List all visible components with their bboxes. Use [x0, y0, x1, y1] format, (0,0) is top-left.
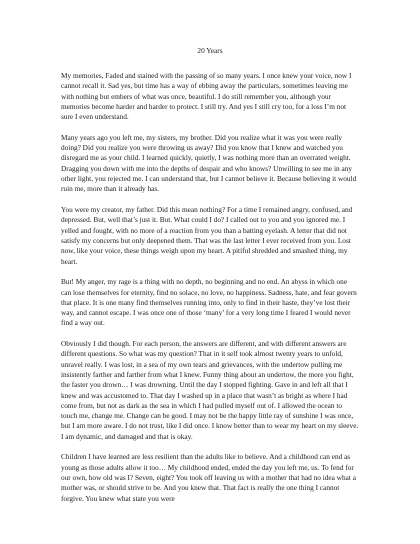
- paragraph-3: You were my creator, my father. Did this mean nothing? For a time I remained angry, confused, and depressed. But, well that’s just it. But. What could I do? I called out to you and you ignored me. I yelled and fought, with no more of a reaction from you than a batting eyelash. A letter that did not satisfy my concerns but only deepened them. That was the last letter I ever received from you. Lost now, like your voice, these things weigh upon my heart. A pitiful shredded and smashed thing, my heart.: [61, 205, 353, 266]
- paragraph-6: Children I have learned are less resilient than the adults like to believe. And a childhood can end as young as those adults allow it too… My childhood ended, ended the day you left me, us. To fend for our own, how old was I? Seven, eight? You took off leaving us with a mother that had no idea what a mother was, or should strive to be. And you knew that. That fact is really the one thing I cannot forgive. You knew what state you were: [61, 452, 356, 503]
- paragraph-4: But! My anger, my rage is a thing with no depth, no beginning and no end. An abyss in which one can lose themselves for eternity, find no solace, no love, no happiness. Sadness, hate, and fear govern that place. It is one many find themselves running into, only to find in their haste, they’ve lost their way, and cannot escape. I was once one of those ‘many’ for a very long time I feared I would never find a way out.: [61, 277, 357, 328]
- paragraph-2: Many years ago you left me, my sisters, my brother. Did you realize what it was you were really doing? Did you realize you were throwing us away? Did you know that I knew and watched you disregard me as your child. I learned quickly, quietly, I was nothing more than an overrated weight. Dragging you down with me into the depths of despair and who knows? Unwilling to see me in any other light, you rejected me. I can understand that, but I cannot believe it. Because believing it would ruin me, more than it already has.: [61, 132, 357, 194]
- document-title: 20 Years: [197, 46, 223, 55]
- paragraph-1: My memories, Faded and stained with the passing of so many years. I once knew your voice, now I cannot recall it. Sad yes, but time has a way of ebbing away the particulars, sometimes leaving me with nothing but embers of what was once, beautiful. I do still remember you, although your memories become harder and harder to protect. I still try. And yes I still cry too, for a loss I’m not sure I even understand.: [61, 71, 352, 122]
- paragraph-5: Obviously I did though. For each person, the answers are different, and with different answers are different questions. So what was my question? That in it self took almost twenty years to unfold, unravel really. I was lost, in a sea of my own tears and grievances, with the undertow pulling me insistently farther and farther from what I knew. Funny thing about an undertow, the more you fight, the faster you drown… I was drowning. Until the day I stopped fighting. Gave in and left all that I knew and was accustomed to. That day I washed up in a place that wasn’t as bright as where I had come from, but not as dark as the sea in which I had pulled myself out of. I allowed the ocean to touch me, change me. Change can be good. I may not be the happy little ray of sunshine I was once, but I am more aware. I do not trust, like I did once. I know better than to wear my heart on my sleeve. I am dynamic, and damaged and that is okay.: [61, 339, 359, 441]
